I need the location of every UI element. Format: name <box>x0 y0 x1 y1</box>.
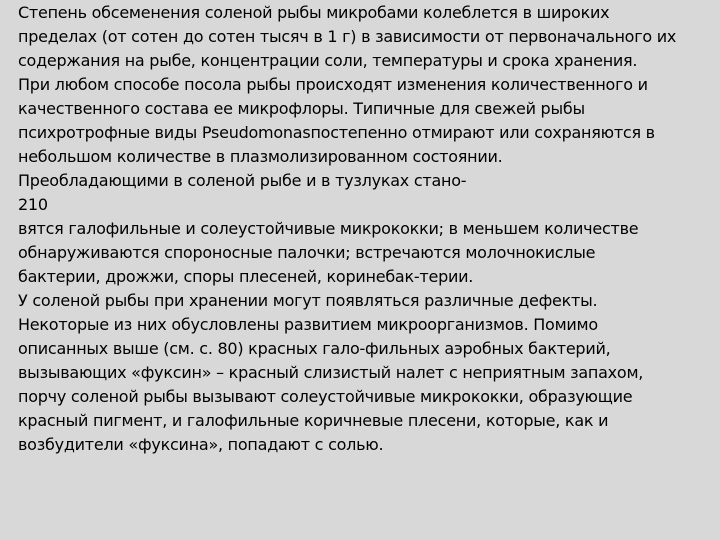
text-line: Преобладающими в соленой рыбе и в тузлуках стано- <box>18 171 467 190</box>
text-line: Некоторые из них обусловлены развитием микроорганизмов. Помимо <box>18 315 598 334</box>
text-line: красный пигмент, и галофильные коричневые плесени, которые, как и <box>18 411 609 430</box>
text-line: обнаруживаются спороносные палочки; встречаются молочнокислые <box>18 243 596 262</box>
text-line: содержания на рыбе, концентрации соли, температуры и срока хранения. <box>18 51 638 70</box>
text-line: небольшом количестве в плазмолизированном состоянии. <box>18 147 503 166</box>
text-line: описанных выше (см. с. 80) красных гало-фильных аэробных бактерий, <box>18 339 611 358</box>
text-line: бактерии, дрожжи, споры плесеней, коринебак-терии. <box>18 267 474 286</box>
text-line: порчу соленой рыбы вызывают солеустойчивые микрококки, образующие <box>18 387 633 406</box>
page-number: 210 <box>18 195 48 214</box>
text-line: вятся галофильные и солеустойчивые микрококки; в меньшем количестве <box>18 219 639 238</box>
document-text <box>18 1 718 457</box>
text-line: При любом способе посола рыбы происходят изменения количественного и <box>18 75 648 94</box>
text-line: вызывающих «фуксин» – красный слизистый налет с неприятным запахом, <box>18 363 644 382</box>
text-line: психротрофные виды Pseudomonasпостепенно отмирают или сохраняются в <box>18 123 655 142</box>
text-line: Степень обсеменения соленой рыбы микробами колеблется в широких <box>18 3 610 22</box>
text-line: пределах (от сотен до сотен тысяч в 1 г) в зависимости от первоначального их <box>18 27 677 46</box>
text-line: У соленой рыбы при хранении могут появляться различные дефекты. <box>18 291 598 310</box>
text-line: качественного состава ее микрофлоры. Типичные для свежей рыбы <box>18 99 585 118</box>
text-line: возбудители «фуксина», попадают с солью. <box>18 435 384 454</box>
